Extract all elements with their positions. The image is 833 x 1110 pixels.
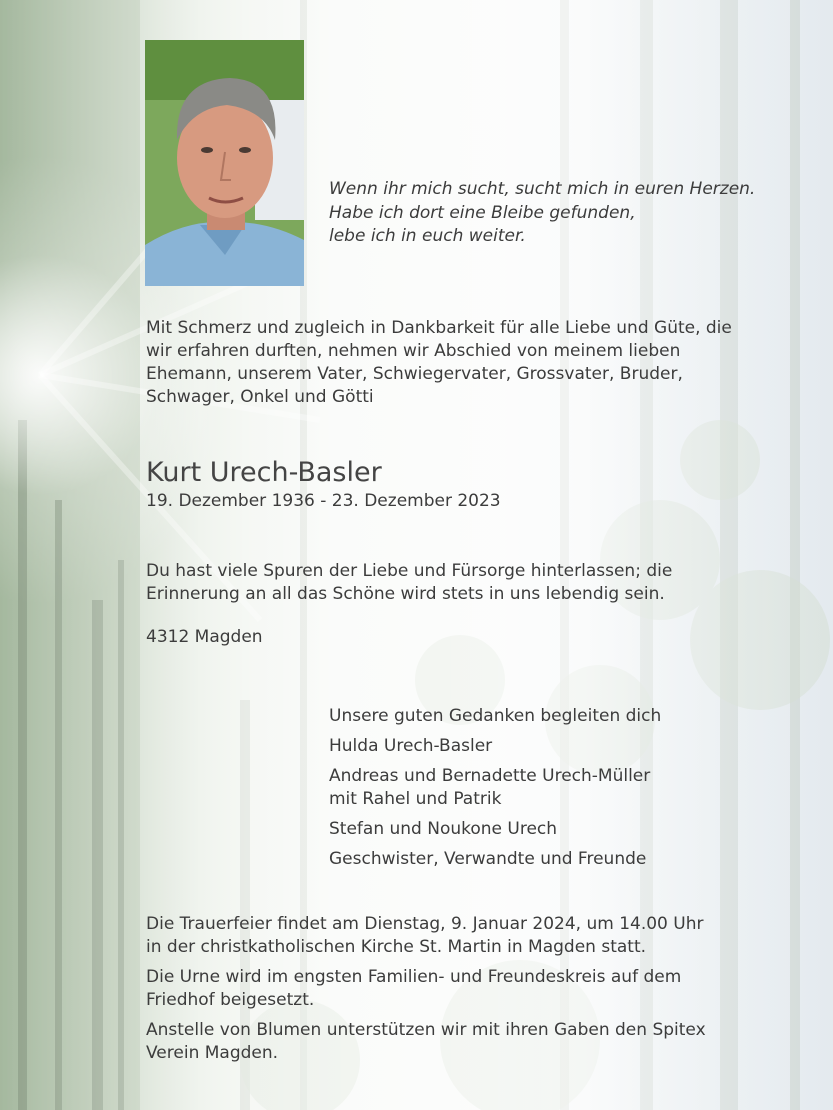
memorial-quote xyxy=(329,178,755,249)
service-line: Friedhof beigesetzt. xyxy=(146,990,315,1010)
intro-line: Ehemann, unserem Vater, Schwiegervater, Grossvater, Bruder, xyxy=(146,364,683,384)
life-dates: 19. Dezember 1936 - 23. Dezember 2023 xyxy=(146,491,501,511)
service-line: Die Trauerfeier findet am Dienstag, 9. Januar 2024, um 14.00 Uhr xyxy=(146,914,704,934)
mourner-entry: Geschwister, Verwandte und Freunde xyxy=(329,849,647,869)
service-line: Anstelle von Blumen unterstützen wir mit ihren Gaben den Spitex xyxy=(146,1020,706,1040)
service-line: in der christkatholischen Kirche St. Martin in Magden statt. xyxy=(146,937,647,957)
mourners-heading: Unsere guten Gedanken begleiten dich xyxy=(329,706,662,726)
service-paragraph xyxy=(146,1019,706,1065)
mourner-entry: Stefan und Noukone Urech xyxy=(329,819,558,839)
deceased-name: Kurt Urech-Basler xyxy=(146,457,382,488)
mourner-entry: Andreas und Bernadette Urech-Müller xyxy=(329,766,651,786)
service-line: Verein Magden. xyxy=(146,1043,279,1063)
intro-line: Mit Schmerz und zugleich in Dankbarkeit für alle Liebe und Güte, die xyxy=(146,318,732,338)
quote-line: Habe ich dort eine Bleibe gefunden, xyxy=(329,202,636,223)
remembrance-message xyxy=(146,560,672,606)
service-line: Die Urne wird im engsten Familien- und Freundeskreis auf dem xyxy=(146,967,682,987)
quote-line: Wenn ihr mich sucht, sucht mich in euren Herzen. xyxy=(329,179,756,199)
mourners-list xyxy=(329,705,661,871)
portrait-photo xyxy=(145,40,304,286)
service-paragraph xyxy=(146,913,706,959)
quote-line: lebe ich in euch weiter. xyxy=(329,226,526,246)
message-line: Du hast viele Spuren der Liebe und Fürsorge hinterlassen; die xyxy=(146,561,673,581)
service-details xyxy=(146,913,706,1065)
intro-paragraph xyxy=(146,317,732,409)
mourner-entry: Hulda Urech-Basler xyxy=(329,736,493,756)
intro-line: wir erfahren durften, nehmen wir Abschied von meinem lieben xyxy=(146,341,681,361)
intro-line: Schwager, Onkel und Götti xyxy=(146,387,374,407)
message-line: Erinnerung an all das Schöne wird stets in uns lebendig sein. xyxy=(146,584,665,604)
service-paragraph xyxy=(146,966,706,1012)
place: 4312 Magden xyxy=(146,627,263,647)
mourner-entry-subline: mit Rahel und Patrik xyxy=(329,789,502,809)
